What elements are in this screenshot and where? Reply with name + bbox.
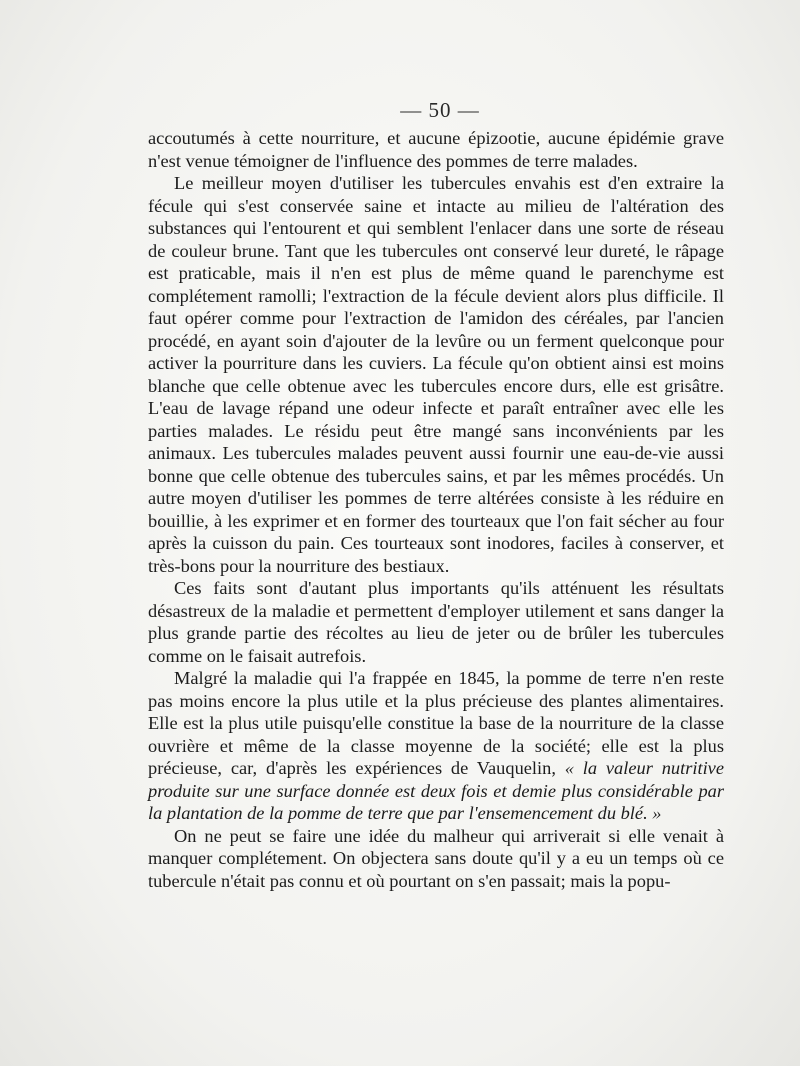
paragraph-utility xyxy=(148,667,724,825)
page-number: — 50 — xyxy=(400,98,480,122)
paragraph-misfortune: On ne peut se faire une idée du malheur qui arriverait si elle venait à manquer complétement. On objectera sans doute qu'il y a eu un temps où ce tubercule n'était pas connu et où pourtant on s'en passait; mais la popu- xyxy=(148,825,724,891)
paragraph-importance: Ces faits sont d'autant plus importants qu'ils atténuent les résultats désastreux de la maladie et permettent d'employer utilement et sans danger la plus grande partie des récoltes au lieu de jeter ou de brûler les tubercules comme on le faisait autrefois. xyxy=(148,578,724,666)
paragraph-fecule-extraction: Le meilleur moyen d'utiliser les tubercules envahis est d'en extraire la fécule qui s'est conservée saine et intacte au milieu de l'altération des substances qui l'entourent et qui semblent l'enlacer dans une sorte de réseau de couleur brune. Tant que les tubercules ont conservé leur dureté, le râpage est praticable, mais il n'en est plus de même quand le parenchyme est complétement ramolli; l'extraction de la fécule devient alors plus difficile. Il faut opérer comme pour l'extraction de l'amidon des céréales, par l'ancien procédé, en ayant soin d'ajouter de la levûre ou un ferment quelconque pour activer la pourriture dans les cuviers. La fécule qu'on obtient ainsi est moins blanche que celle obtenue avec les tubercules encore durs, elle est grisâtre. L'eau de lavage répand une odeur infecte et paraît entraîner avec elle les parties malades. Le résidu peut être mangé sans inconvénients par les animaux. Les tubercules malades peuvent aussi fournir une eau-de-vie aussi bonne que celle obtenue des tubercules sains, et par les mêmes procédés. Un autre moyen d'utiliser les pommes de terre altérées consiste à les réduire en bouillie, à les exprimer et en former des tourteaux que l'on fait sécher au four après la cuisson du pain. Ces tourteaux sont inodores, faciles à conserver, et très-bons pour la nourriture des bestiaux. xyxy=(148,173,724,576)
paragraph-continuation: accoutumés à cette nourriture, et aucune épizootie, aucune épidémie grave n'est venue témoigner de l'influence des pommes de terre malades. xyxy=(148,128,724,171)
paragraph-utility-text: Malgré la maladie qui l'a frappée en 1845, la pomme de terre n'en reste pas moins encore la plus utile et la plus précieuse des plantes alimentaires. Elle est la plus utile puisqu'elle constitue la base de la nourriture de la classe ouvrière et même de la classe moyenne de la société; elle est la plus précieuse, car, d'après les expériences de Vauquelin, xyxy=(148,668,724,778)
vauquelin-quote: « la valeur nutritive produite sur une surface donnée est deux fois et demie plus considérable par la plantation de la pomme de terre que par l'ensemencement du blé. » xyxy=(148,758,724,823)
page-body xyxy=(148,127,724,892)
